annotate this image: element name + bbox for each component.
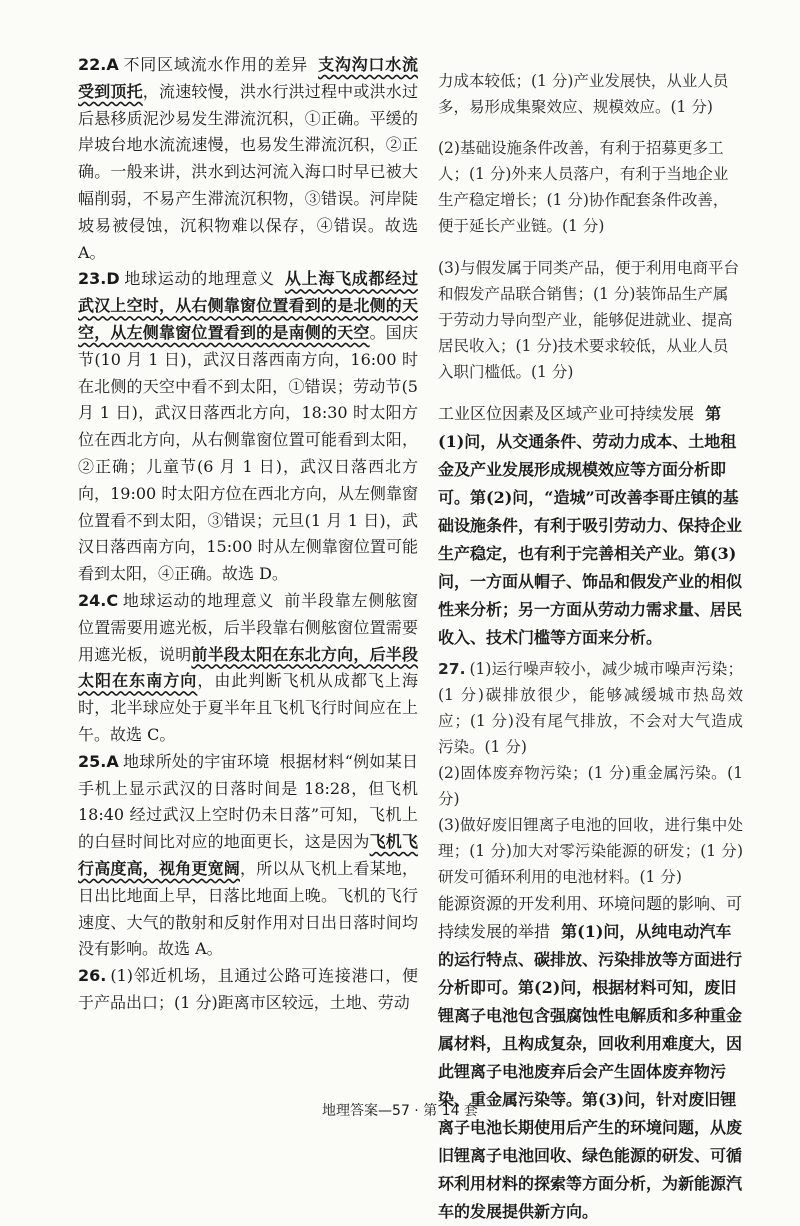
analysis-text: 第(1)问，从纯电动汽车的运行特点、碳排放、污染排放等方面进行分析即可。第(2)问，根据材料可知，废旧锂离子电池包含强腐蚀性电解质和多种重金属材料，且构成复杂，回收利用难度大，因此锂离子电池废弃后会产生固体废弃物污染、重金属污染等。第(3)问，针对废旧锂离子电池长期使用后产生的环境问题，从废旧锂离子电池回收、绿色能源的研发、可循环利用材料的探索等方面分析，为新能源汽车的发展提供新方向。 bbox=[438, 922, 743, 1221]
question-number: 25.A bbox=[78, 751, 119, 771]
question-number: 22.A bbox=[78, 55, 119, 74]
topic-label: 地球运动的地理意义 bbox=[122, 590, 275, 610]
explanation-pre: 前半段靠左侧舷窗位置需要用遮光板，后半段靠右侧舷窗位置需要用遮光板，说明 bbox=[78, 590, 418, 664]
analysis-text: 第(1)问，从交通条件、劳动力成本、土地租金及产业发展形成规模效应等方面分析即可。第(2)问，“造城”可改善李哥庄镇的基础设施条件，有利于吸引劳动力、保持企业生产稳定，也有利于完善相关产业。第(3)问，一方面从帽子、饰品和假发产业的相似性来分析；另一方面从劳动力需求量、居民收入、技术门槛等方面来分析。 bbox=[438, 404, 743, 647]
explanation: ，由此判断飞机从成都飞上海时，北半球应处于夏半年且飞机飞行时间应在上午。故选 C。 bbox=[78, 671, 418, 744]
question-number: 26. bbox=[78, 966, 107, 986]
answer-25 bbox=[78, 749, 418, 963]
answer-part: (1)运行噪声较小，减少城市噪声污染；(1 分)碳排放很少，能够减缓城市热岛效应；(1 分)没有尾气排放，不会对大气造成污染。(1 分) bbox=[438, 660, 743, 756]
explanation: 。国庆节(10 月 1 日)，武汉日落西南方向，16:00 时在北侧的天空中看不到太阳，①错误；劳动节(5 月 1 日)，武汉日落西北方向，18:30 时太阳方位在西北方向，从右侧靠窗位置可能看到太阳，②正确；儿童节(6 月 1 日)，武汉日落西北方向，19:00 时太阳方位在西北方向，从左侧靠窗位置看不到太阳，③错误；元旦(1 月 1 日)，武汉日落西南方向，15:00 时从左侧靠窗位置可能看到太阳，④正确。故选 D。 bbox=[78, 322, 418, 584]
key-point: 飞机飞行高度高，视角更宽阔 bbox=[78, 832, 418, 878]
right-column bbox=[438, 52, 743, 1226]
page-footer: 地理答案—57 · 第 14 套 bbox=[322, 1103, 478, 1119]
answer-part: (2)基础设施条件改善，有利于招募更多工人；(1 分)外来人员落户，有利于当地企业生产稳定增长；(1 分)协作配套条件改善，便于延长产业链。(1 分) bbox=[438, 139, 729, 235]
analysis-26 bbox=[438, 400, 743, 652]
answer-part: (2)固体废弃物污染；(1 分)重金属污染。(1 分) bbox=[438, 764, 743, 808]
topic-label: 不同区域流水作用的差异 bbox=[122, 55, 309, 74]
topic-label: 地球所处的宇宙环境 bbox=[122, 751, 270, 771]
analysis-27 bbox=[438, 890, 743, 1226]
explanation: ，流速较慢，洪水行洪过程中或洪水过后悬移质泥沙易发生滞流沉积，①正确。平缓的岸坡台地水流流速慢，也易发生滞流沉积，②正确。一般来讲，洪水到达河流入海口时早已被大幅削弱，不易产生滞流沉积物，③错误。河岸陡坡易被侵蚀，沉积物难以保存，④错误。故选 A。 bbox=[78, 81, 418, 262]
answer-part: 力成本较低；(1 分)产业发展快，从业人员多，易形成集聚效应、规模效应。(1 分) bbox=[438, 71, 729, 116]
question-number: 27. bbox=[438, 660, 466, 678]
question-number: 24.C bbox=[78, 590, 119, 610]
answer-part: (3)做好废旧锂离子电池的回收，进行集中处理；(1 分)加大对零污染能源的研发；(1 分)研发可循环利用的电池材料。(1 分) bbox=[438, 816, 743, 886]
topic-label: 地球运动的地理意义 bbox=[123, 269, 275, 289]
key-point: 支沟沟口水流受到顶托 bbox=[78, 55, 418, 101]
key-point: 前半段太阳在东北方向，后半段太阳在东南方向 bbox=[78, 644, 418, 691]
topic-label: 能源资源的开发利用、环境问题的影响、可持续发展的举措 bbox=[438, 894, 743, 941]
answer-part: (3)与假发属于同类产品，便于利用电商平台和假发产品联合销售；(1 分)装饰品生产属于劳动力导向型产业，能够促进就业、提高居民收入；(1 分)技术要求较低，从业人员入职门槛低。(1 分) bbox=[438, 258, 739, 381]
answer-26-continued bbox=[438, 68, 743, 385]
answer-23 bbox=[78, 266, 418, 588]
left-column bbox=[78, 52, 418, 1017]
topic-label: 工业区位因素及区域产业可持续发展 bbox=[438, 404, 695, 423]
answer-27 bbox=[438, 656, 743, 890]
explanation: (1)邻近机场，且通过公路可连接港口，便于产品出口；(1 分)距离市区较远，土地、劳动 bbox=[78, 966, 418, 1012]
answer-24 bbox=[78, 588, 418, 749]
answer-22 bbox=[78, 52, 418, 266]
explanation-pre: 根据材料“例如某日手机上显示武汉的日落时间是 18:28，但飞机 18:40 经过武汉上空时仍未日落”可知，飞机上的白昼时间比对应的地面更长，这是因为 bbox=[78, 751, 418, 852]
key-point: 从上海飞成都经过武汉上空时，从右侧靠窗位置看到的是北侧的天空，从左侧靠窗位置看到的是南侧的天空 bbox=[78, 269, 418, 342]
question-number: 23.D bbox=[78, 269, 120, 289]
explanation: ，所以从飞机上看某地，日出比地面上早，日落比地面上晚。飞机的飞行速度、大气的散射和反射作用对日出日落时间均没有影响。故选 A。 bbox=[78, 858, 418, 959]
answer-26 bbox=[78, 963, 418, 1017]
